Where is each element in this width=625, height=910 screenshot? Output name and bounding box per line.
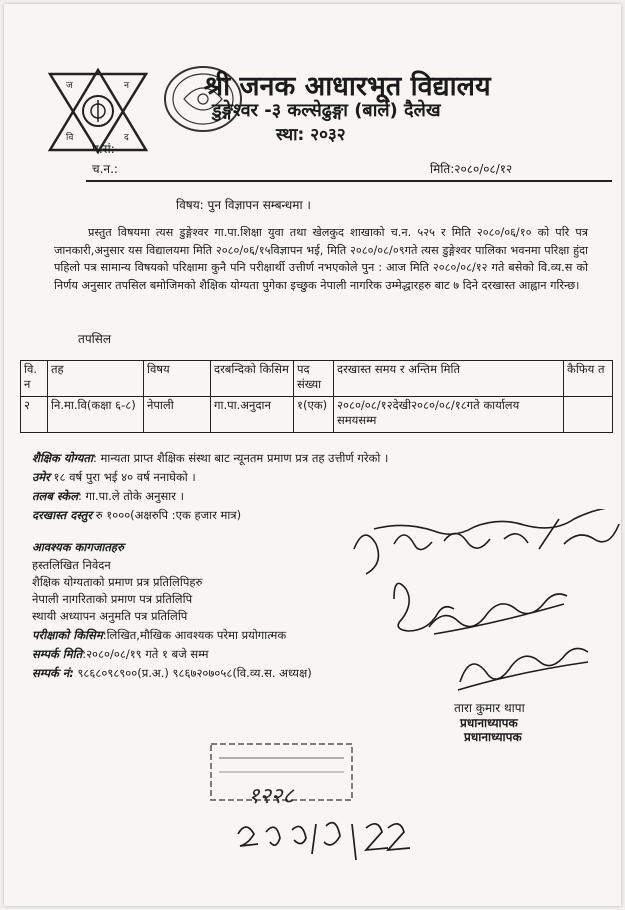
letter-date: मिति:२०८०/०८/१२: [430, 162, 513, 176]
document-item: नेपाली नागरिताको प्रमाण पत्र प्रतिलिपि: [32, 592, 193, 606]
reference-cn: च.न.:: [92, 162, 118, 176]
contact-date-label: सम्पर्क मिति: [32, 647, 83, 661]
requirement-label: उमेर: [32, 470, 50, 484]
col-header-post-count: पद संख्या: [294, 361, 334, 397]
receipt-number: १२२८: [248, 784, 294, 809]
col-header-subject: विषय: [144, 361, 211, 397]
exam-type-label: परीक्षाको किसिम: [32, 628, 103, 642]
vacancy-table: [20, 360, 613, 433]
svg-text:न: न: [124, 81, 129, 91]
handwritten-date-icon: [232, 804, 412, 866]
table-cell: २: [21, 397, 48, 433]
requirement-value: १८ वर्ष पुरा भई ४० वर्ष ननाघेको ।: [49, 470, 196, 484]
header-divider: [86, 180, 612, 182]
table-cell: नि.मा.वि(कक्षा ६-८): [48, 397, 144, 433]
col-header-remarks: कैफिय त: [564, 361, 613, 397]
col-header-position-type: दरबन्दिको किसिम: [211, 361, 294, 397]
details-label: तपसिल: [78, 332, 112, 346]
svg-text:वि: वि: [66, 133, 74, 143]
established-year: स्था: २०३२: [276, 125, 346, 145]
col-header-level: तह: [48, 361, 144, 397]
document-item: हस्तलिखित निवेदन: [32, 558, 111, 572]
requirement-label: तलब स्केल: [32, 489, 79, 503]
document-item: स्थायी अध्यापन अनुमति पत्र प्रतिलिपि: [32, 609, 188, 623]
table-cell: [564, 397, 613, 433]
exam-type-value: :लिखित,मौखिक आवश्यक परेमा प्रयोगात्मक: [102, 628, 287, 642]
requirement-value: : मान्यता प्राप्त शैक्षिक संस्था बाट न्यूनतम प्रमाण प्रत्र तह उत्तीर्ण गरेको ।: [92, 451, 389, 465]
svg-text:द: द: [124, 133, 129, 143]
letter-subject: विषय: पुन विज्ञापन सम्बन्धमा ।: [176, 198, 311, 212]
table-cell: १(एक): [294, 397, 334, 433]
documents-title: आवश्यक कागजातहरु: [32, 540, 124, 554]
table-cell: गा.पा.अनुदान: [211, 397, 294, 433]
principal-signature-icon: [448, 644, 598, 700]
table-header-row: [21, 361, 613, 397]
requirement-salary: [32, 489, 622, 504]
col-header-sn: वि. न: [21, 361, 48, 397]
svg-text:ज: ज: [66, 81, 73, 91]
contact-number-label: सम्पर्क नं:: [32, 666, 74, 680]
table-cell: २०८०/०८/१२देखी२०८०/०८/१८गते कार्यालय समयसम्म: [334, 397, 564, 433]
requirement-label: दरखास्त दस्तुर: [32, 508, 93, 522]
document-page: [4, 4, 621, 906]
col-header-application-period: दरखास्त समय र अन्तिम मिति: [334, 361, 564, 397]
requirement-age: [32, 470, 622, 485]
reference-ps: प.सं:: [92, 142, 115, 156]
table-row: [21, 397, 613, 433]
table-cell: नेपाली: [144, 397, 211, 433]
school-address: डुङ्गेश्वर -३ कल्सेढुङ्गा (बाले) दैलेख: [212, 100, 441, 121]
contact-number-value: ९८६८०९८९००(प्र.अ.) ९८६७२०७०५८(वि.व्य.स. अध्यक्ष): [73, 666, 312, 680]
requirement-qualification: [32, 451, 622, 466]
principal-title: प्रधानाध्यापक: [464, 730, 522, 744]
principal-name: तारा कुमार थापा: [454, 701, 525, 715]
document-item: शैक्षिक योग्यताको प्रमाण प्रत्र प्रतिलिपिहरु: [32, 575, 203, 589]
requirement-value: रु १०००(अक्षरुपि :एक हजार मात्र): [92, 508, 242, 522]
principal-stamp-line: प्रधानाध्यापक: [460, 716, 518, 730]
letter-body: [54, 224, 588, 294]
requirement-label: शैक्षिक योग्यता: [32, 451, 93, 465]
requirement-value: : गा.पा.ले तोके अनुसार ।: [78, 489, 184, 503]
letter-body-paragraph: प्रस्तुत विषयमा त्यस डुङ्गेश्वर गा.पा.शिक्षा युवा तथा खेलकुद शाखाको च.न. ५२५ र मिति २०८०/०६/१० को परि पत्र जानकारी,अनुसार यस विद्यालयमा मिति २०८०/०६/१५विज्ञापन भई, मिति २०८०/०८/०९गते त्यस डुङ्गेश्वर पालिका भवनमा परिक्षा हुंदा पहिलो पत्र सामान्य विषयको परिक्षामा कुनै पनि परीक्षार्थी उत्तीर्ण नभएकोले पुन : आज मिति २०८०/०८/१२ गते बसेको वि.व्य.स को निर्णय अनुसार तपसिल बमोजिमको शैक्षिक योग्यता पुगेका इच्छुक नेपाली नागरिक उम्मेद्धारहरु बाट ७ दिने दरखास्त आह्वान गरिन्छ।: [54, 226, 588, 292]
contact-date-value: :२०८०/०८/१९ गते १ बजे सम्म: [82, 647, 209, 661]
school-name: श्री जनक आधारभूत विद्यालय: [204, 71, 491, 102]
